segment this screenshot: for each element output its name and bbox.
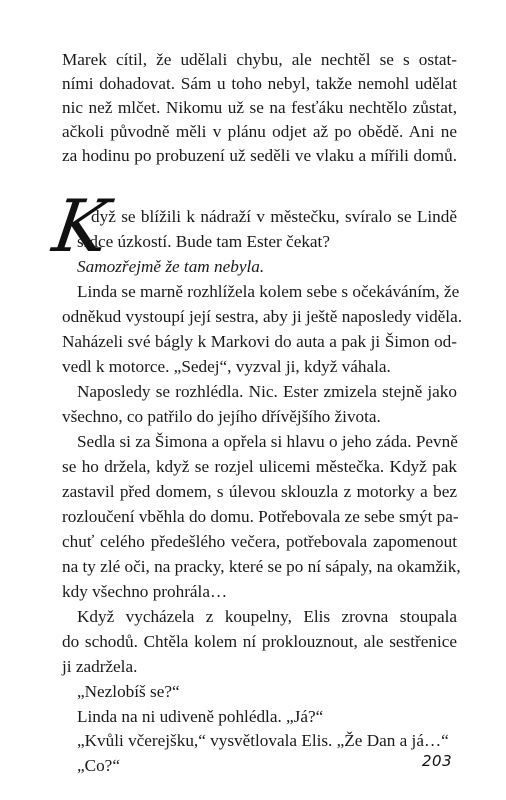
page-number: 203 — [422, 752, 453, 770]
paragraph-line: rozloučení vběhla do domu. Potřebovala ze sebe smýt pa- — [62, 507, 459, 526]
paragraph-line: Když vycházela z koupelny, Elis zrovna stoupala — [77, 607, 457, 626]
dialogue-line: „Co?“ — [77, 756, 120, 775]
italic-line: Samozřejmě že tam nebyla. — [77, 257, 265, 276]
paragraph-line: zastavil před domem, s úlevou sklouzla z motorky a bez — [62, 482, 457, 501]
paragraph-line: chuť celého předešlého večera, potřebovala zapomenout — [62, 532, 457, 551]
paragraph-line: do schodů. Chtěla kolem ní proklouznout, ale sestřenice — [62, 632, 457, 651]
paragraph-line: za hodinu po probuzení už seděli ve vlaku a mířili domů. — [62, 146, 457, 165]
paragraph-line: vedl k motorce. „Sedej“, vyzval ji, když váhala. — [62, 357, 391, 376]
paragraph-line: dyž se blížili k nádraží v městečku, svíralo se Lindě — [91, 207, 457, 226]
paragraph-line: Naházeli své bágly k Markovi do auta a pak ji Šimon od- — [62, 332, 457, 351]
paragraph-line: ji zadržela. — [62, 657, 138, 676]
paragraph-line: Sedla si za Šimona a opřela si hlavu o jeho záda. Pevně — [77, 432, 458, 451]
paragraph-line: Linda se marně rozhlížela kolem sebe s očekáváním, že — [77, 282, 460, 301]
paragraph-line: na ty zlé oči, na pracky, které se po ní sápaly, na okamžik, — [62, 557, 461, 576]
paragraph-line: kdy všechno prohrála… — [62, 582, 228, 601]
paragraph-line: Naposledy se rozhlédla. Nic. Ester zmizela stejně jako — [77, 382, 457, 401]
paragraph-line: všechno, co patřilo do jejího dřívějšího života. — [62, 407, 381, 426]
dialogue-line: „Nezlobíš se?“ — [77, 682, 180, 701]
paragraph-line: nic než mlčet. Nikomu už se na fesťáku nechtělo zůstat, — [62, 98, 457, 117]
paragraph-line: ačkoli původně měli v plánu odjet až po obědě. Ani ne — [62, 122, 457, 141]
drop-cap: K — [48, 184, 114, 268]
dialogue-line: „Kvůli včerejšku,“ vysvětlovala Elis. „Že Dan a já…“ — [77, 731, 449, 750]
paragraph-line: srdce úzkostí. Bude tam Ester čekat? — [77, 232, 330, 251]
paragraph-line: ními dohadovat. Sám u toho nebyl, takže nemohl udělat — [62, 74, 457, 93]
paragraph-line: odněkud vystoupí její sestra, aby ji ještě naposledy viděla. — [62, 307, 463, 326]
paragraph-line: Marek cítil, že udělali chybu, ale nechtěl se s ostat- — [62, 50, 457, 69]
paragraph-line: se ho držela, když se rozjel ulicemi městečka. Když pak — [62, 457, 457, 476]
dialogue-line: Linda na ni udiveně pohlédla. „Já?“ — [77, 707, 324, 726]
